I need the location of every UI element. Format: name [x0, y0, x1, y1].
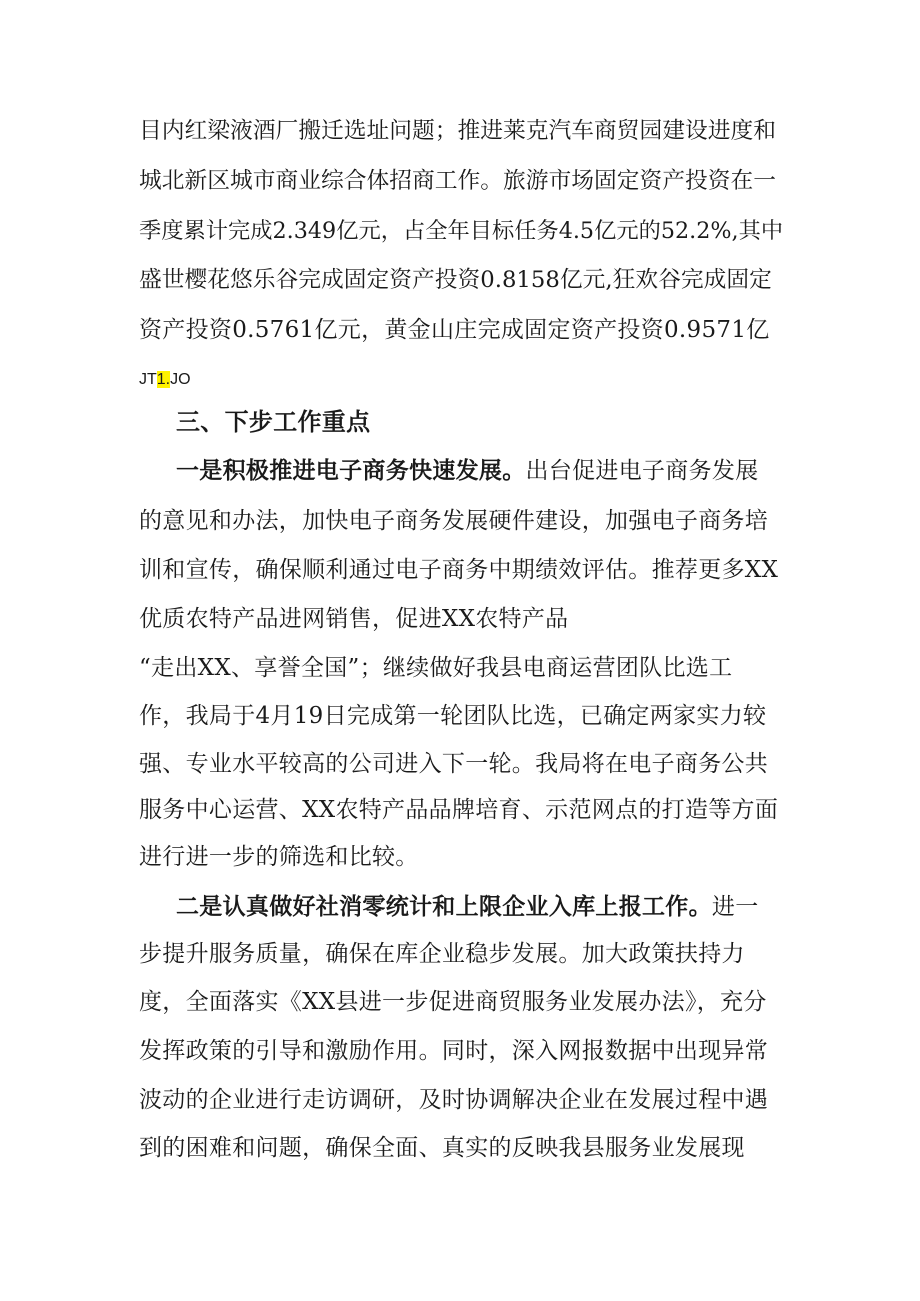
text-line: 作，我局于4月19日完成第一轮团队比选，已确定两家实力较	[139, 703, 767, 729]
text-line: 优质农特产品进网销售，促进XX农特产品	[139, 606, 569, 632]
text-line: 的意见和办法，加快电子商务发展硬件建设，加强电子商务培	[139, 508, 769, 534]
text-line: 步提升服务质量，确保在库企业稳步发展。加大政策扶持力	[139, 941, 745, 967]
paragraph-text: 进一	[711, 894, 759, 920]
text-line: 强、专业水平较高的公司进入下一轮。我局将在电子商务公共	[139, 751, 769, 777]
paragraph-lead: 一是积极推进电子商务快速发展。	[176, 457, 526, 484]
text-line: 波动的企业进行走访调研，及时协调解决企业在发展过程中遇	[139, 1087, 769, 1113]
text-line: 训和宣传，确保顺利通过电子商务中期绩效评估。推荐更多XX	[139, 557, 779, 583]
text-line: 资产投资0.5761亿元，黄金山庄完成固定资产投资0.9571亿	[139, 317, 770, 343]
ocr-artifact	[139, 370, 191, 390]
paragraph-first-line	[176, 891, 784, 923]
text-line: 到的困难和问题，确保全面、真实的反映我县服务业发展现	[139, 1135, 745, 1161]
artifact-text-before: JT	[139, 371, 157, 388]
paragraph-text: 出台促进电子商务发展	[525, 458, 759, 484]
text-line: 服务中心运营、XX农特产品品牌培育、示范网点的打造等方面	[139, 797, 779, 823]
artifact-text-after: JO	[170, 371, 191, 388]
text-line: 发挥政策的引导和激励作用。同时，深入网报数据中出现异常	[139, 1038, 769, 1064]
paragraph-first-line	[176, 455, 784, 487]
text-line: 城北新区城市商业综合体招商工作。旅游市场固定资产投资在一	[139, 168, 776, 194]
text-line: 度，全面落实《XX县进一步促进商贸服务业发展办法》，充分	[139, 989, 767, 1015]
text-line: 进行进一步的筛选和比较。	[139, 844, 419, 870]
text-line: 季度累计完成2.349亿元，占全年目标任务4.5亿元的52.2%,其中	[139, 218, 784, 244]
text-line: “走出XX、享誉全国”；继续做好我县电商运营团队比选工	[139, 655, 733, 681]
text-line: 盛世樱花悠乐谷完成固定资产投资0.8158亿元,狂欢谷完成固定	[139, 267, 772, 293]
paragraph-lead: 二是认真做好社消零统计和上限企业入库上报工作。	[176, 893, 712, 920]
artifact-highlight: 1.	[156, 371, 171, 388]
section-heading: 三、下步工作重点	[176, 408, 371, 436]
text-line: 目内红梁液酒厂搬迁选址问题；推进莱克汽车商贸园建设进度和	[139, 118, 776, 144]
